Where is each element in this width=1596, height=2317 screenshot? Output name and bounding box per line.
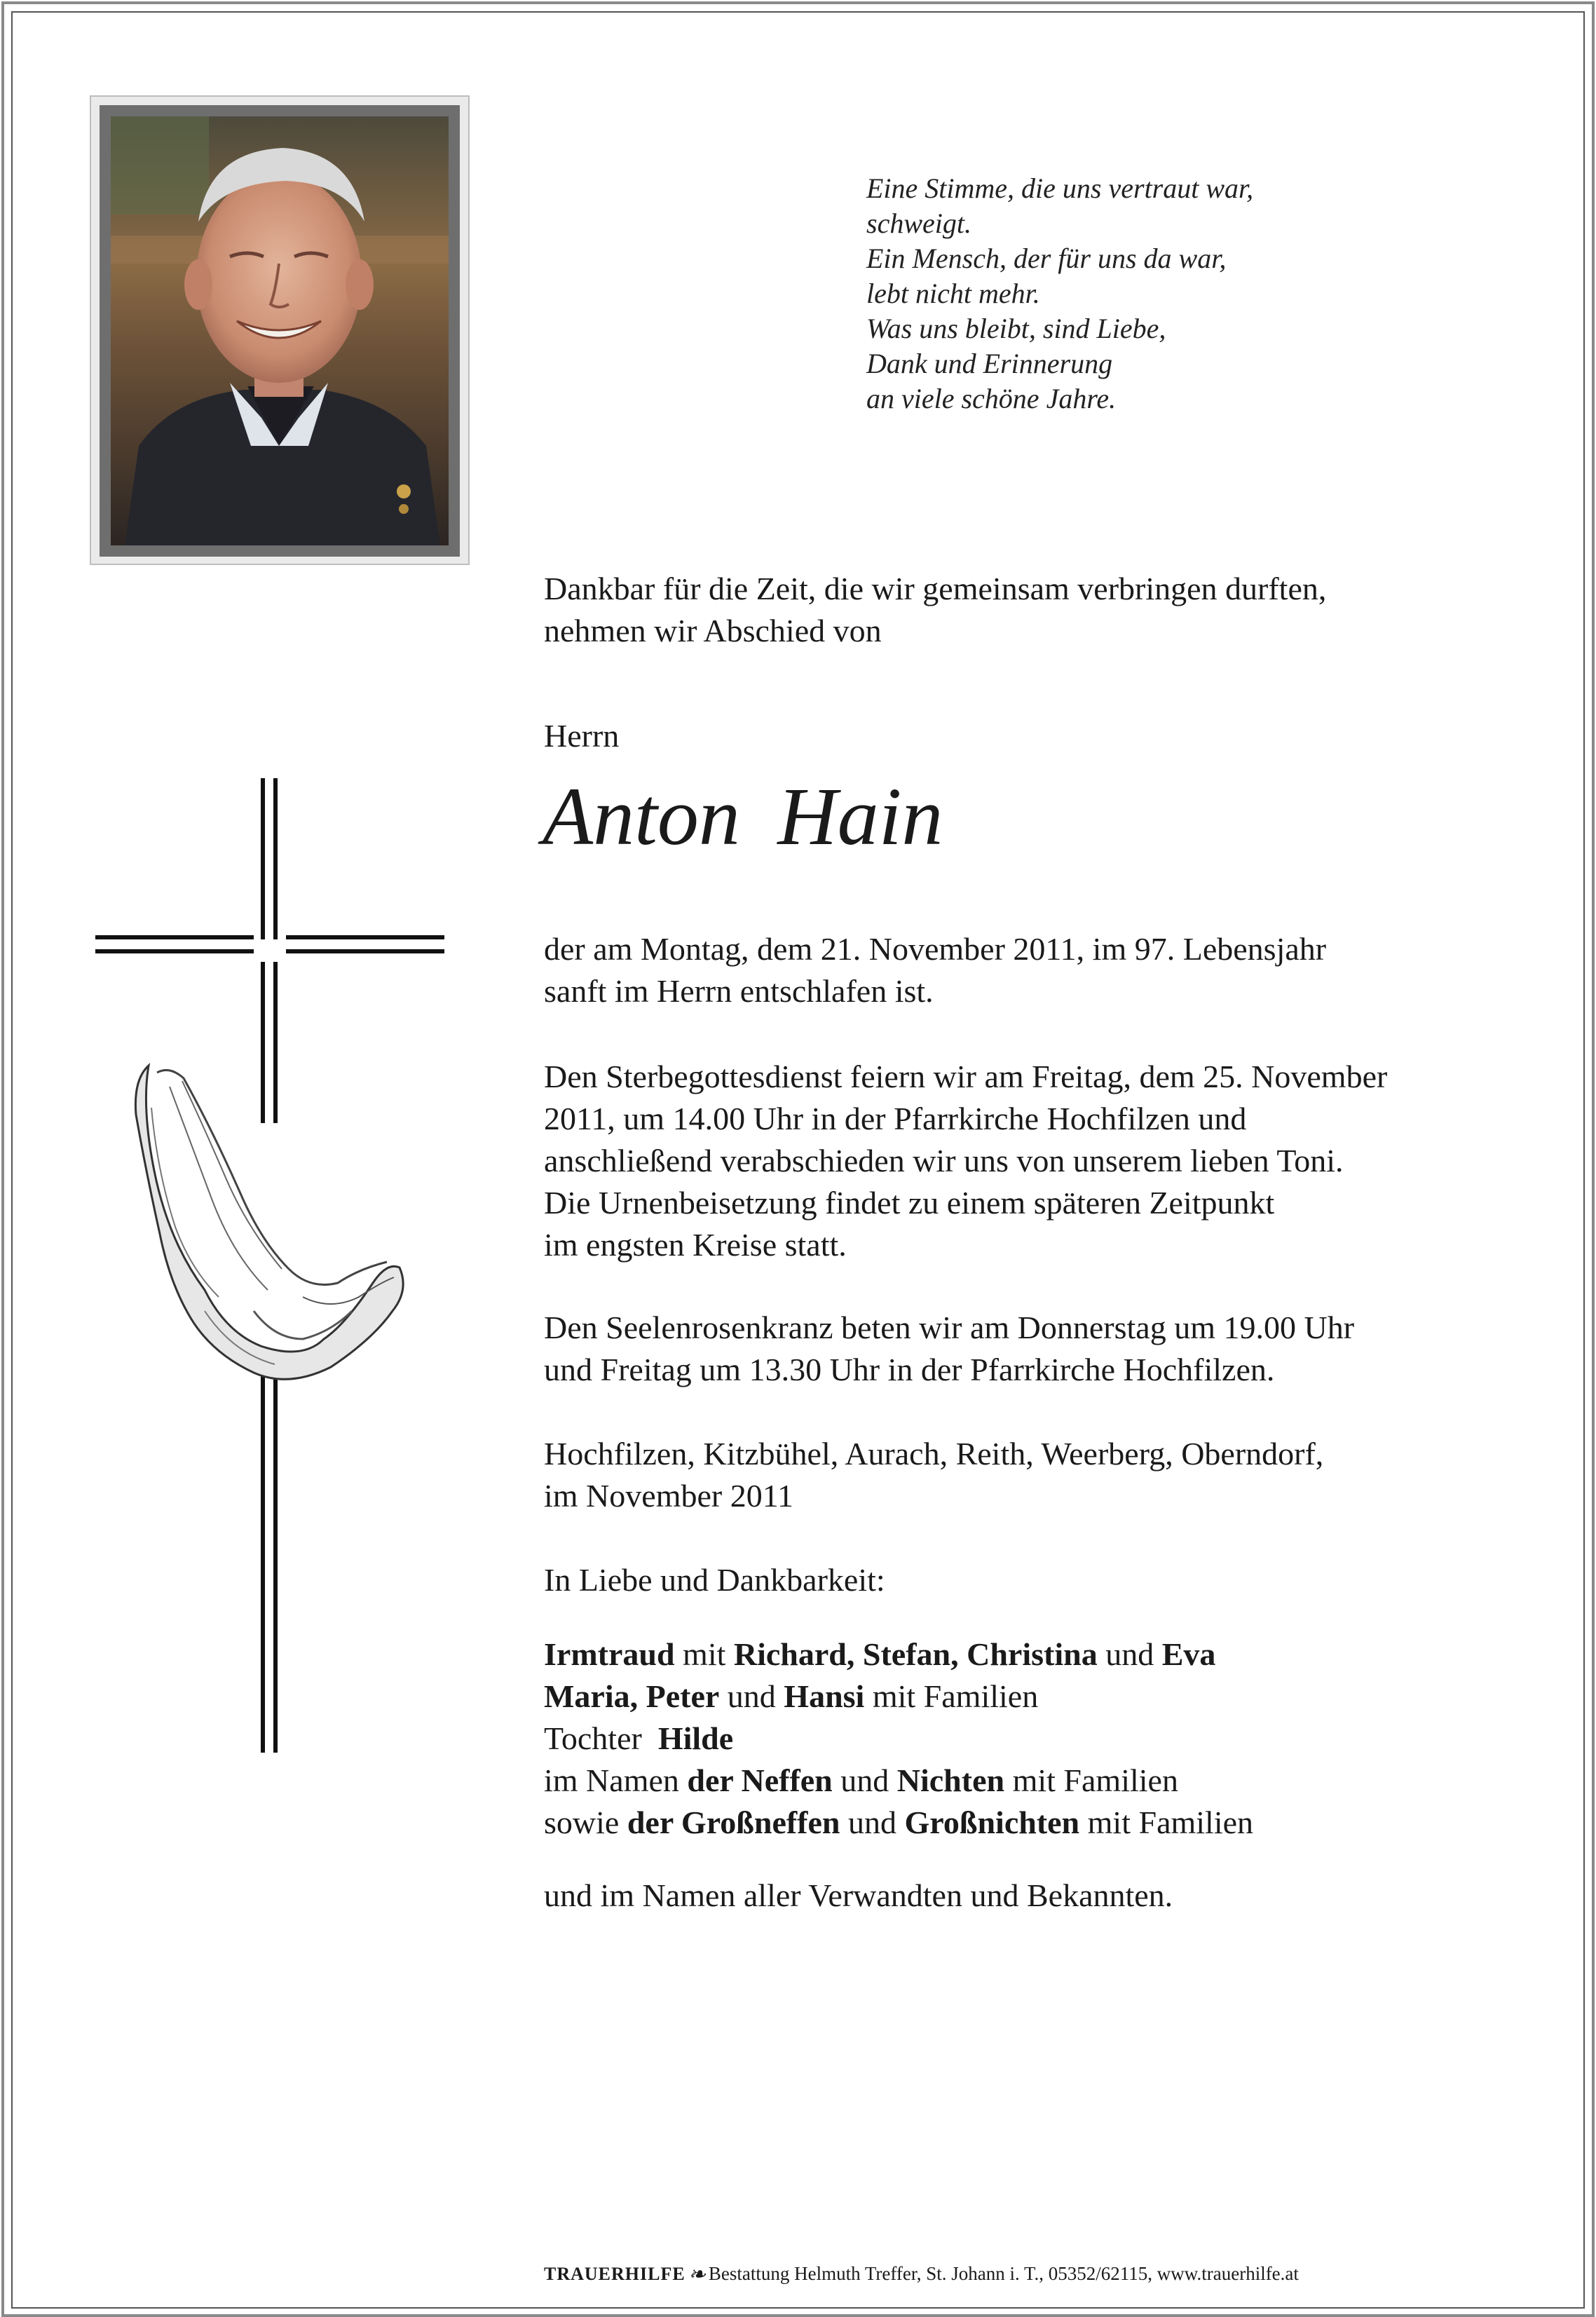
family-connector: Tochter — [544, 1720, 658, 1756]
poem-line: Was uns bleibt, sind Liebe, — [866, 313, 1166, 344]
family-name: Irmtraud — [544, 1636, 675, 1672]
death-notice — [544, 928, 1539, 1012]
family-name: Großnichten — [904, 1805, 1080, 1840]
family-name: Nichten — [896, 1762, 1005, 1798]
poem-line: Ein Mensch, der für uns da war, — [866, 243, 1227, 274]
portrait-mat — [90, 95, 470, 565]
poem-line: lebt nicht mehr. — [866, 278, 1040, 309]
family-connector: mit — [674, 1636, 734, 1672]
portrait-frame — [100, 105, 460, 557]
poem-line: schweigt. — [866, 208, 971, 239]
rosary-text — [544, 1307, 1539, 1391]
family-name: der Neffen — [687, 1762, 833, 1798]
family-line — [544, 1633, 1539, 1676]
service-line: anschließend verabschieden wir uns von unserem lieben Toni. — [544, 1143, 1344, 1178]
salutation: Herrn — [544, 718, 620, 754]
love-line: In Liebe und Dankbarkeit: — [544, 1562, 885, 1598]
portrait-photo — [111, 116, 449, 545]
footer-details: Bestattung Helmuth Treffer, St. Johann i. T., 05352/62115, www.trauerhilfe.at — [708, 2263, 1299, 2284]
family-connector: mit Familien — [1079, 1805, 1254, 1840]
poem-line: an viele schöne Jahre. — [866, 383, 1117, 414]
footer — [544, 2262, 1299, 2287]
family-line — [544, 1676, 1539, 1718]
family-connector: mit Familien — [864, 1678, 1039, 1714]
family-line — [544, 1760, 1539, 1802]
family-connector: sowie — [544, 1805, 627, 1840]
death-line: der am Montag, dem 21. November 2011, im 97. Lebensjahr — [544, 931, 1327, 967]
places-line: Hochfilzen, Kitzbühel, Aurach, Reith, Weerberg, Oberndorf, — [544, 1436, 1324, 1472]
leaf-logo-icon: ❧ — [688, 2263, 706, 2286]
family-connector: und — [719, 1678, 784, 1714]
rosary-line: und Freitag um 13.30 Uhr in der Pfarrkirche Hochfilzen. — [544, 1352, 1275, 1387]
funeral-service-text — [544, 1056, 1539, 1266]
family-name: Eva — [1161, 1636, 1216, 1672]
places-date — [544, 1433, 1539, 1517]
poem-line: Eine Stimme, die uns vertraut war, — [866, 172, 1254, 204]
service-line: 2011, um 14.00 Uhr in der Pfarrkirche Hochfilzen und — [544, 1101, 1247, 1136]
service-line: Die Urnenbeisetzung findet zu einem späteren Zeitpunkt — [544, 1185, 1275, 1221]
family-line — [544, 1802, 1539, 1844]
rosary-line: Den Seelenrosenkranz beten wir am Donnerstag um 19.00 Uhr — [544, 1310, 1355, 1345]
places-line: im November 2011 — [544, 1478, 794, 1514]
intro-text — [544, 568, 1539, 652]
final-line: und im Namen aller Verwandten und Bekannten. — [544, 1877, 1173, 1913]
poem-line: Dank und Erinnerung — [866, 348, 1113, 379]
memorial-poem — [866, 171, 1253, 416]
family-connector: mit Familien — [1004, 1762, 1178, 1798]
family-line — [544, 1718, 1539, 1760]
footer-brand: TRAUERHILFE — [544, 2264, 686, 2284]
intro-line: nehmen wir Abschied von — [544, 613, 882, 648]
deceased-name: Anton Hain — [543, 770, 943, 862]
intro-line: Dankbar für die Zeit, die wir gemeinsam verbringen durften, — [544, 571, 1327, 606]
death-line: sanft im Herrn entschlafen ist. — [544, 973, 934, 1009]
family-connector: und — [1097, 1636, 1162, 1672]
family-name: Hansi — [784, 1678, 865, 1714]
family-name: der Großneffen — [627, 1805, 840, 1840]
cross-icon — [93, 778, 450, 1753]
service-line: Den Sterbegottesdienst feiern wir am Freitag, dem 25. November — [544, 1059, 1388, 1094]
praying-hands-icon — [135, 1066, 403, 1379]
family-connector: und — [840, 1805, 905, 1840]
family-connector: und — [832, 1762, 897, 1798]
family-name: Maria, Peter — [544, 1678, 720, 1714]
service-line: im engsten Kreise statt. — [544, 1227, 847, 1263]
family-connector: im Namen — [544, 1762, 688, 1798]
family-name: Richard, Stefan, Christina — [733, 1636, 1098, 1672]
family-list — [544, 1633, 1539, 1844]
family-name: Hilde — [657, 1720, 734, 1756]
